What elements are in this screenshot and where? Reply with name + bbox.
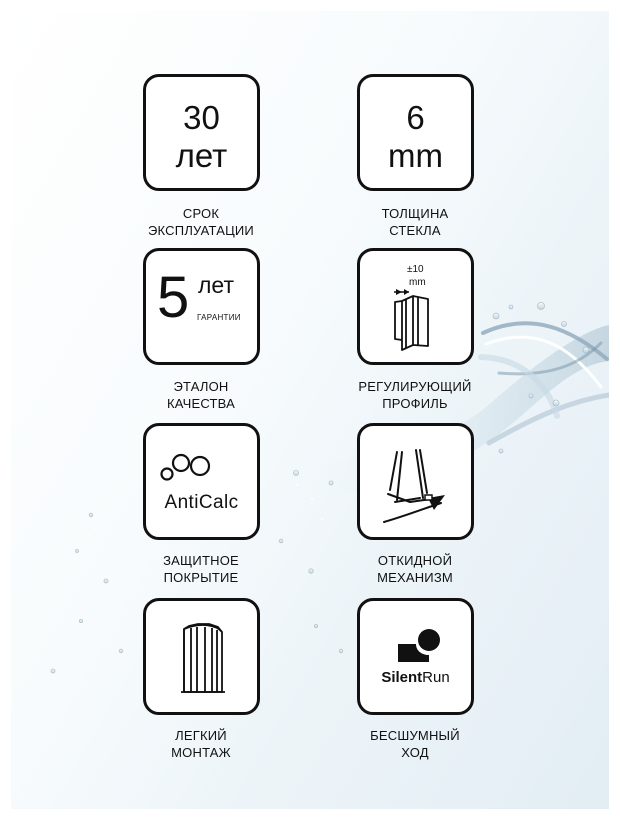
profile-tolerance: ±10 bbox=[407, 264, 424, 275]
lifetime-caption: СРОК ЭКСПЛУАТАЦИИ bbox=[148, 206, 254, 238]
adjustable-profile-caption: РЕГУЛИРУЮЩИЙ ПРОФИЛЬ bbox=[358, 379, 472, 411]
shower-cabin-icon bbox=[146, 601, 257, 712]
warranty-label: ГАРАНТИИ bbox=[197, 313, 241, 322]
warranty-caption: ЭТАЛОН КАЧЕСТВА bbox=[167, 379, 235, 411]
silent-run-caption: БЕСШУМНЫЙ ХОД bbox=[370, 728, 460, 760]
warranty-years-number: 5 bbox=[157, 265, 190, 330]
glass-thickness-unit: mm bbox=[388, 137, 443, 174]
protective-coating-caption: ЗАЩИТНОЕ ПОКРЫТИЕ bbox=[163, 553, 239, 585]
easy-install-badge bbox=[143, 598, 260, 715]
warranty-badge bbox=[143, 248, 260, 365]
silent-run-icon bbox=[360, 601, 471, 712]
folding-mechanism-caption: ОТКИДНОЙ МЕХАНИЗМ bbox=[377, 553, 453, 585]
folding-mechanism-badge bbox=[357, 423, 474, 540]
profile-tolerance-unit: mm bbox=[409, 277, 426, 288]
easy-install-caption: ЛЕГКИЙ МОНТАЖ bbox=[171, 728, 231, 760]
glass-thickness-badge bbox=[357, 74, 474, 191]
feature-panel bbox=[11, 11, 609, 809]
silent-run-logo-text: SilentRun bbox=[381, 669, 450, 686]
folding-door-icon bbox=[360, 426, 471, 537]
lifetime-badge bbox=[143, 74, 260, 191]
lifetime-value: 30 bbox=[183, 99, 220, 136]
adjustable-profile-icon bbox=[360, 251, 471, 362]
anticalc-logo-text: AntiCalc bbox=[164, 492, 239, 513]
glass-thickness-caption: ТОЛЩИНА СТЕКЛА bbox=[381, 206, 449, 238]
bubbles-icon bbox=[146, 426, 257, 537]
protective-coating-badge bbox=[143, 423, 260, 540]
adjustable-profile-badge bbox=[357, 248, 474, 365]
silent-run-badge bbox=[357, 598, 474, 715]
lifetime-unit: лет bbox=[175, 137, 228, 174]
warranty-years-unit: лет bbox=[198, 272, 234, 298]
glass-thickness-value: 6 bbox=[406, 99, 425, 136]
